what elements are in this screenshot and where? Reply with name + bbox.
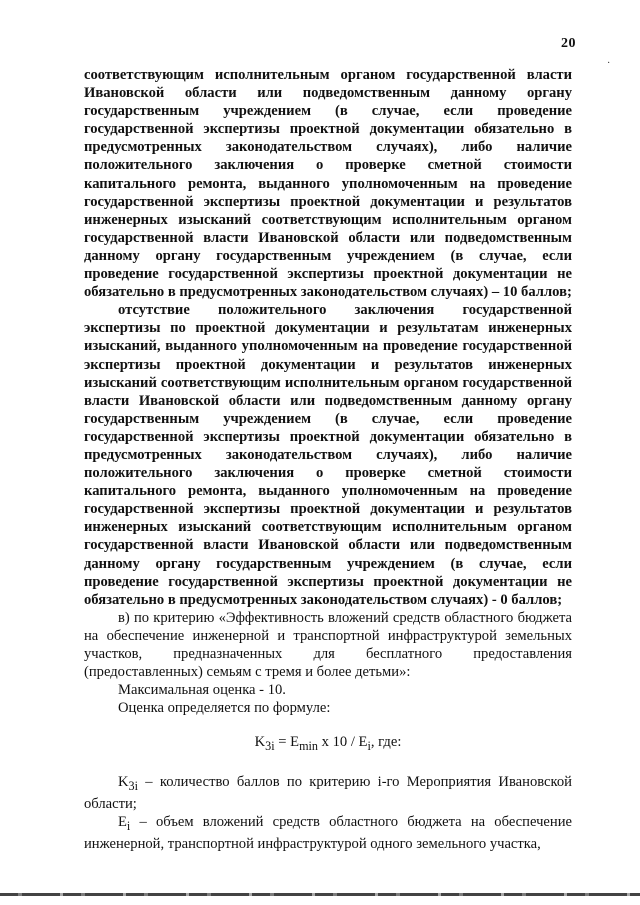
- formula-k-sub: 3i: [265, 739, 275, 754]
- formula-mid: x 10 / E: [318, 734, 368, 751]
- document-body: [84, 66, 572, 854]
- formula: [84, 733, 572, 755]
- definition-ei: [84, 813, 572, 853]
- formula-ei-sub: i: [367, 739, 371, 754]
- definition-k3i-text: – количество баллов по критерию i-го Мероприятия Ивановской области;: [84, 774, 572, 813]
- paragraph-continuation: соответствующим исполнительным органом государственной власти Ивановской области или подведомственным данному органу государственным учреждением (в случае, если проведение государственной экспертизы проектной документации обязательно в предусмотренных законодательством случаях), либо наличие положительного заключения о проверке сметной стоимости капитального ремонта, выданного уполномоченным на проведение государственной экспертизы проектной документации и результатов инженерных изысканий соответствующим исполнительным органом государственной власти Ивановской области или подведомственным данному органу государственным учреждением (в случае, если проведение государственной экспертизы проектной документации не обязательно в предусмотренных законодательством случаях) – 10 баллов;: [84, 67, 572, 301]
- paragraph-absence-conclusion: отсутствие положительного заключения государственной экспертизы по проектной документации и результатам инженерных изысканий, выданного уполномоченным на проведение государственной экспертизы проектной документации и результатов инженерных изысканий соответствующим исполнительным органом государственной власти Ивановской области или подведомственным данному органу государственным учреждением (в случае, если проведение государственной экспертизы проектной документации обязательно в предусмотренных законодательством случаях), либо наличие положительного заключения о проверке сметной стоимости капитального ремонта, выданного уполномоченным на проведение государственной экспертизы проектной документации и результатов инженерных изысканий соответствующим исполнительным органом государственной власти Ивановской области или подведомственным данному органу государственным учреждением (в случае, если проведение государственной экспертизы проектной документации не обязательно в предусмотренных законодательством случаях) - 0 баллов;: [84, 302, 572, 608]
- scan-edge-line: [0, 893, 640, 896]
- definition-k3i: [84, 773, 572, 813]
- formula-tail: , где:: [370, 734, 402, 751]
- definition-ei-sub: i: [126, 819, 131, 834]
- definition-ei-symbol: E: [118, 814, 127, 831]
- margin-mark: ·: [607, 58, 611, 69]
- formula-k: K: [254, 734, 266, 751]
- formula-eq: = E: [274, 734, 300, 751]
- definition-ei-text: – объем вложений средств областного бюджета на обеспечение инженерной, транспортной инфраструктурой одного земельного участка,: [84, 814, 572, 853]
- definition-k3i-symbol: K: [118, 774, 129, 791]
- paragraph-criterion-v: в) по критерию «Эффективность вложений средств областного бюджета на обеспечение инженерной и транспортной инфраструктурой земельных участков, предназначенных для бесплатного предоставления (предоставленных) семьям с тремя и более детьми»:: [84, 609, 572, 681]
- paragraph-formula-intro: Оценка определяется по формуле:: [118, 700, 331, 717]
- formula-emin-sub: min: [299, 739, 318, 754]
- definition-k3i-sub: 3i: [128, 779, 139, 794]
- page-number: 20: [561, 36, 576, 51]
- paragraph-max-score: Максимальная оценка - 10.: [118, 682, 286, 699]
